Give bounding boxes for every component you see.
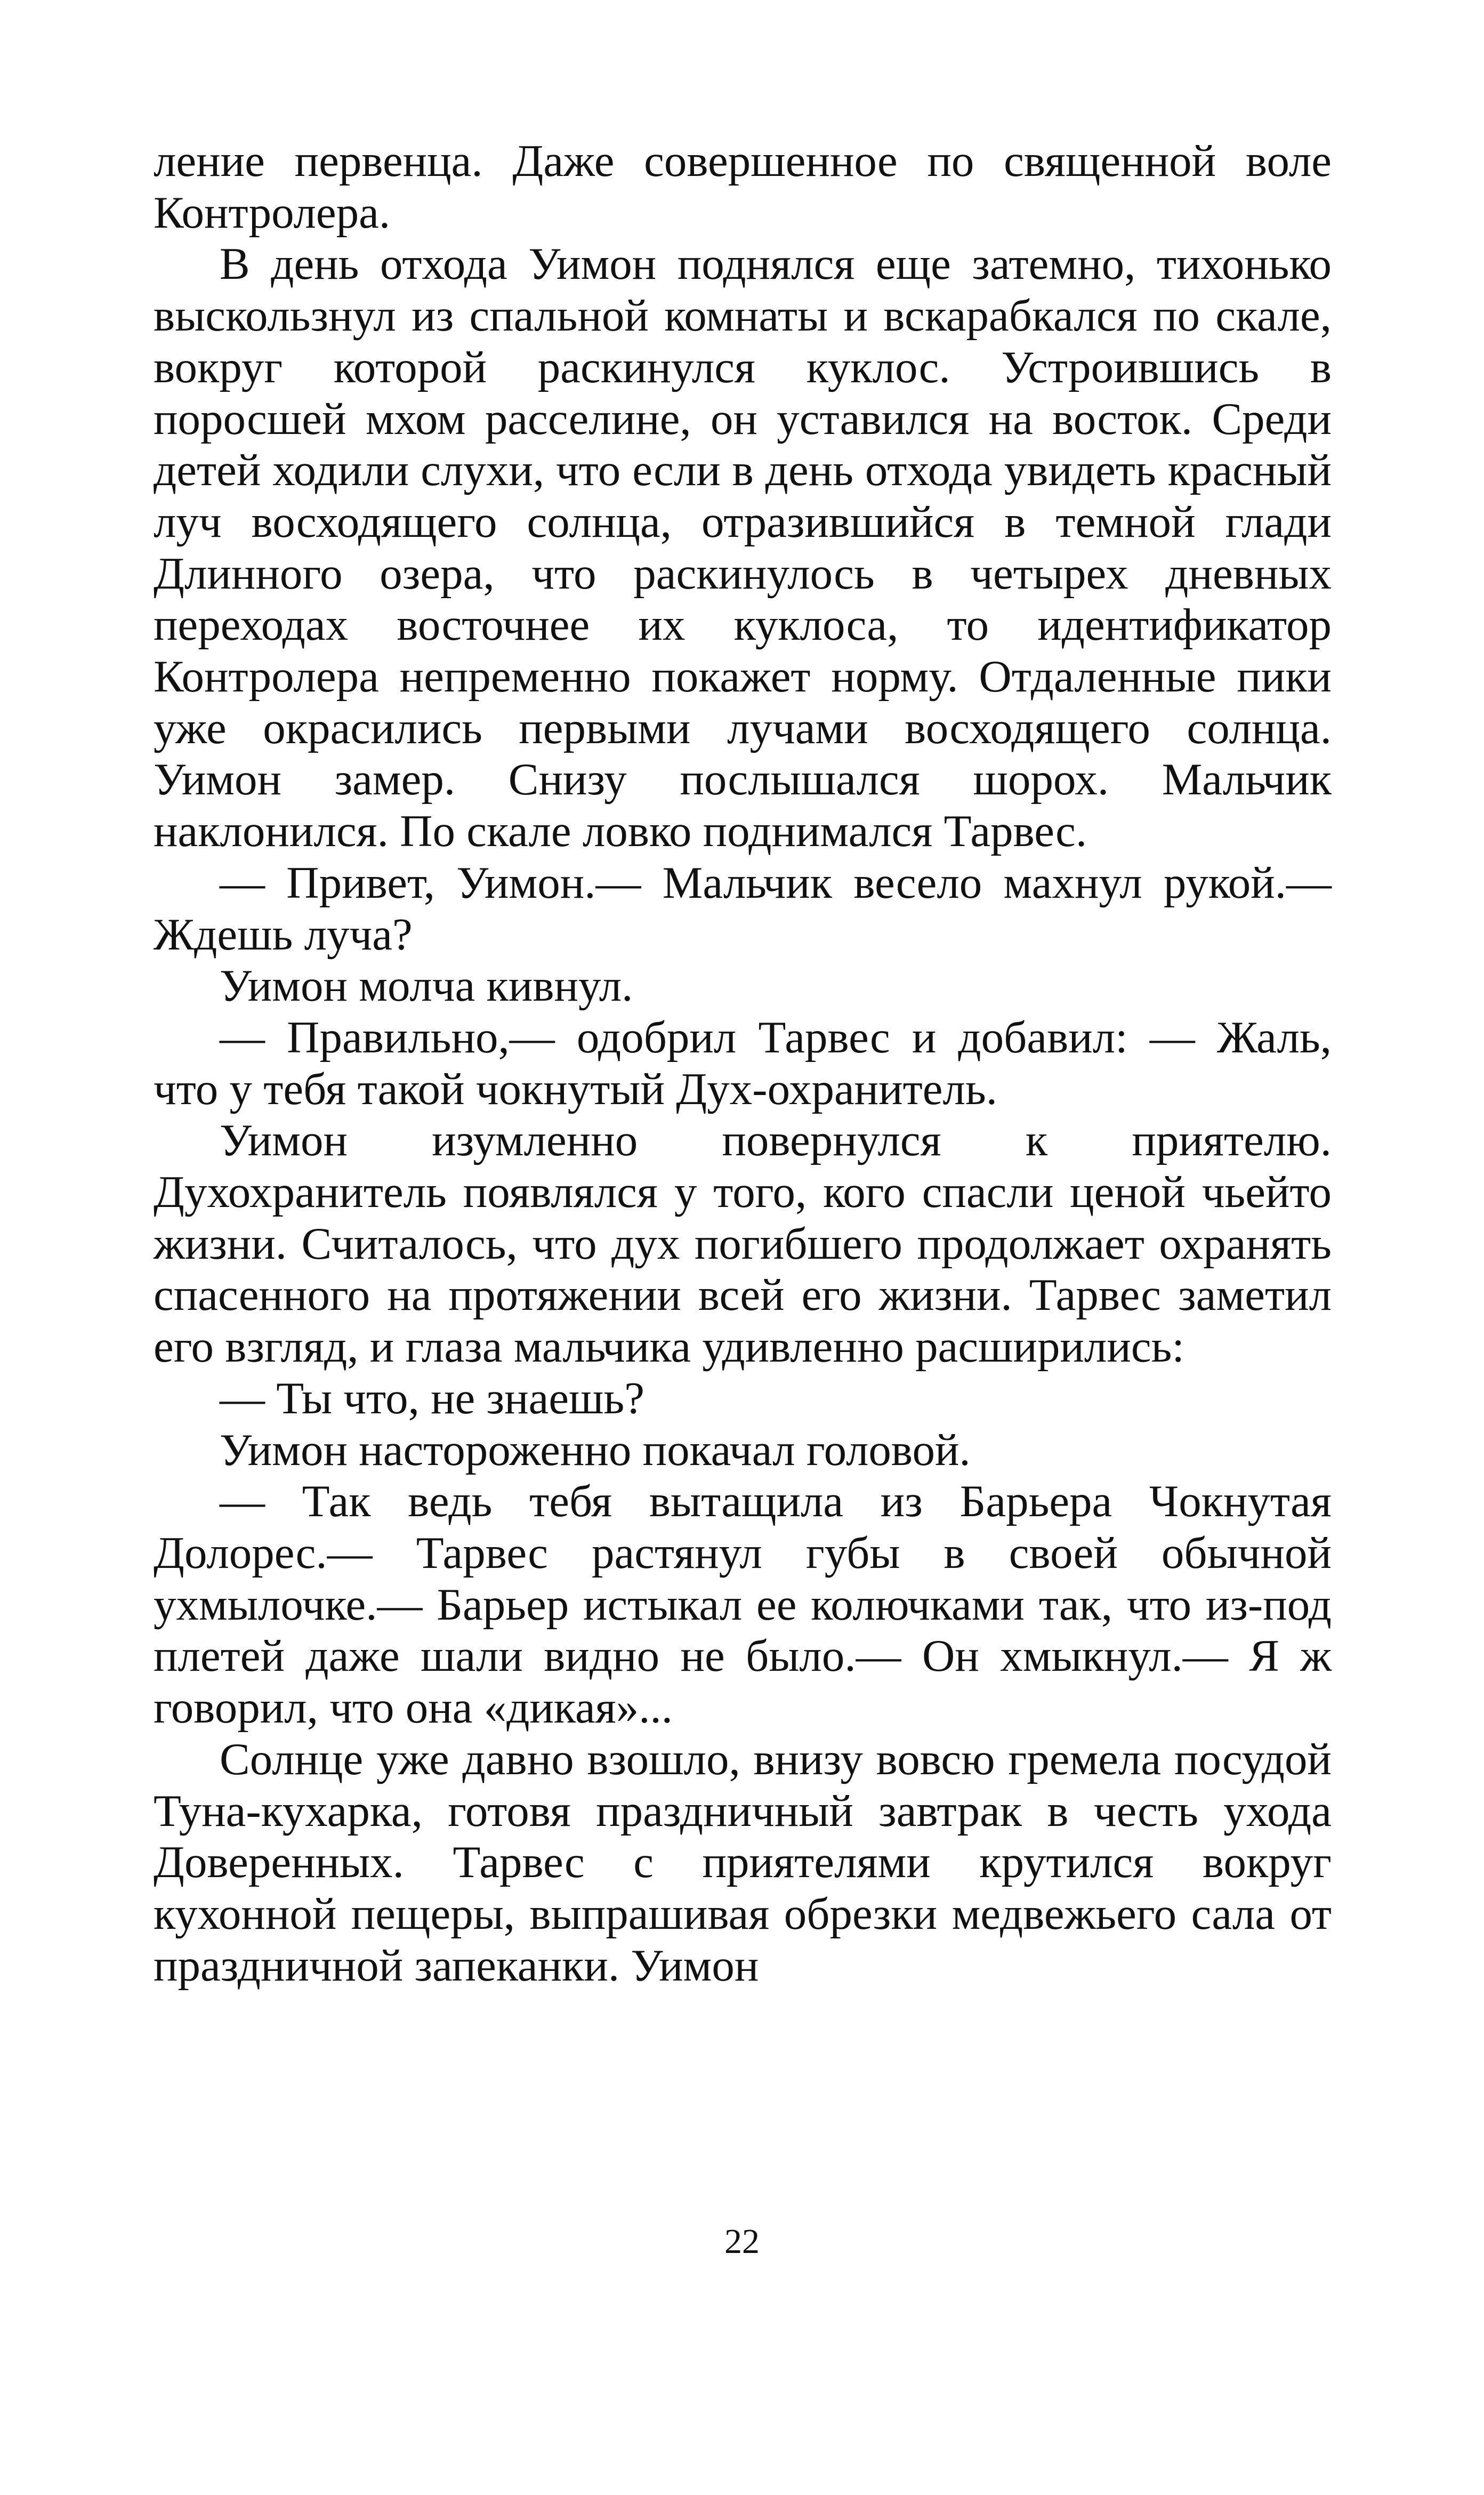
paragraph: Уимон настороженно покачал головой. (220, 1424, 971, 1475)
paragraph: Уимон молча кивнул. (220, 961, 633, 1011)
paragraph: Уимон изумленно повернулся к приятелю. Духохранитель появлялся у того, кого спасли ценой чьейто жизни. Считалось, что дух погибшего продолжает охранять спасенного на протяжении всей его жизни. Тарвес заметил его взгляд, и глаза мальчика удивленно расширились: (154, 1115, 1332, 1372)
page-text (154, 135, 1332, 2321)
paragraph: — Правильно,— одобрил Тарвес и добавил: — Жаль, что у тебя такой чокнутый Дух-охранитель. (154, 1012, 1332, 1114)
paragraph: В день отхода Уимон поднялся еще затемно, тихонько выскользнул из спальной комнаты и вскарабкался по скале, вокруг которой раскинулся куклос. Устроившись в поросшей мхом расселине, он уставился на восток. Среди детей ходили слухи, что если в день отхода увидеть красный луч восходящего солнца, отразившийся в темной глади Длинного озера, что раскинулось в четырех дневных переходах восточнее их куклоса, то идентификатор Контролера непременно покажет норму. Отдаленные пики уже окрасились первыми лучами восходящего солнца. Уимон замер. Снизу послышался шорох. Мальчик наклонился. По скале ловко поднимался Тарвес. (154, 239, 1332, 857)
paragraph: — Так ведь тебя вытащила из Барьера Чокнутая Долорес.— Тарвес растянул губы в своей обычной ухмылочке.— Барьер истыкал ее колючками так, что из-под плетей даже шали видно не было.— Он хмыкнул.— Я ж говорил, что она «дикая»... (154, 1476, 1332, 1733)
paragraph: — Ты что, не знаешь? (220, 1373, 644, 1423)
page-number: 22 (724, 2222, 760, 2261)
paragraph: Солнце уже давно взошло, внизу вовсю гремела посудой Туна-кухарка, готовя праздничный завтрак в честь ухода Доверенных. Тарвес с приятелями крутился вокруг кухонной пещеры, выпрашивая обрезки медвежьего сала от праздничной запеканки. Уимон (154, 1734, 1332, 1991)
paragraph: — Привет, Уимон.— Мальчик весело махнул рукой.— Ждешь луча? (154, 857, 1332, 960)
paragraph: ление первенца. Даже совершенное по священной воле Контролера. (154, 136, 1332, 238)
